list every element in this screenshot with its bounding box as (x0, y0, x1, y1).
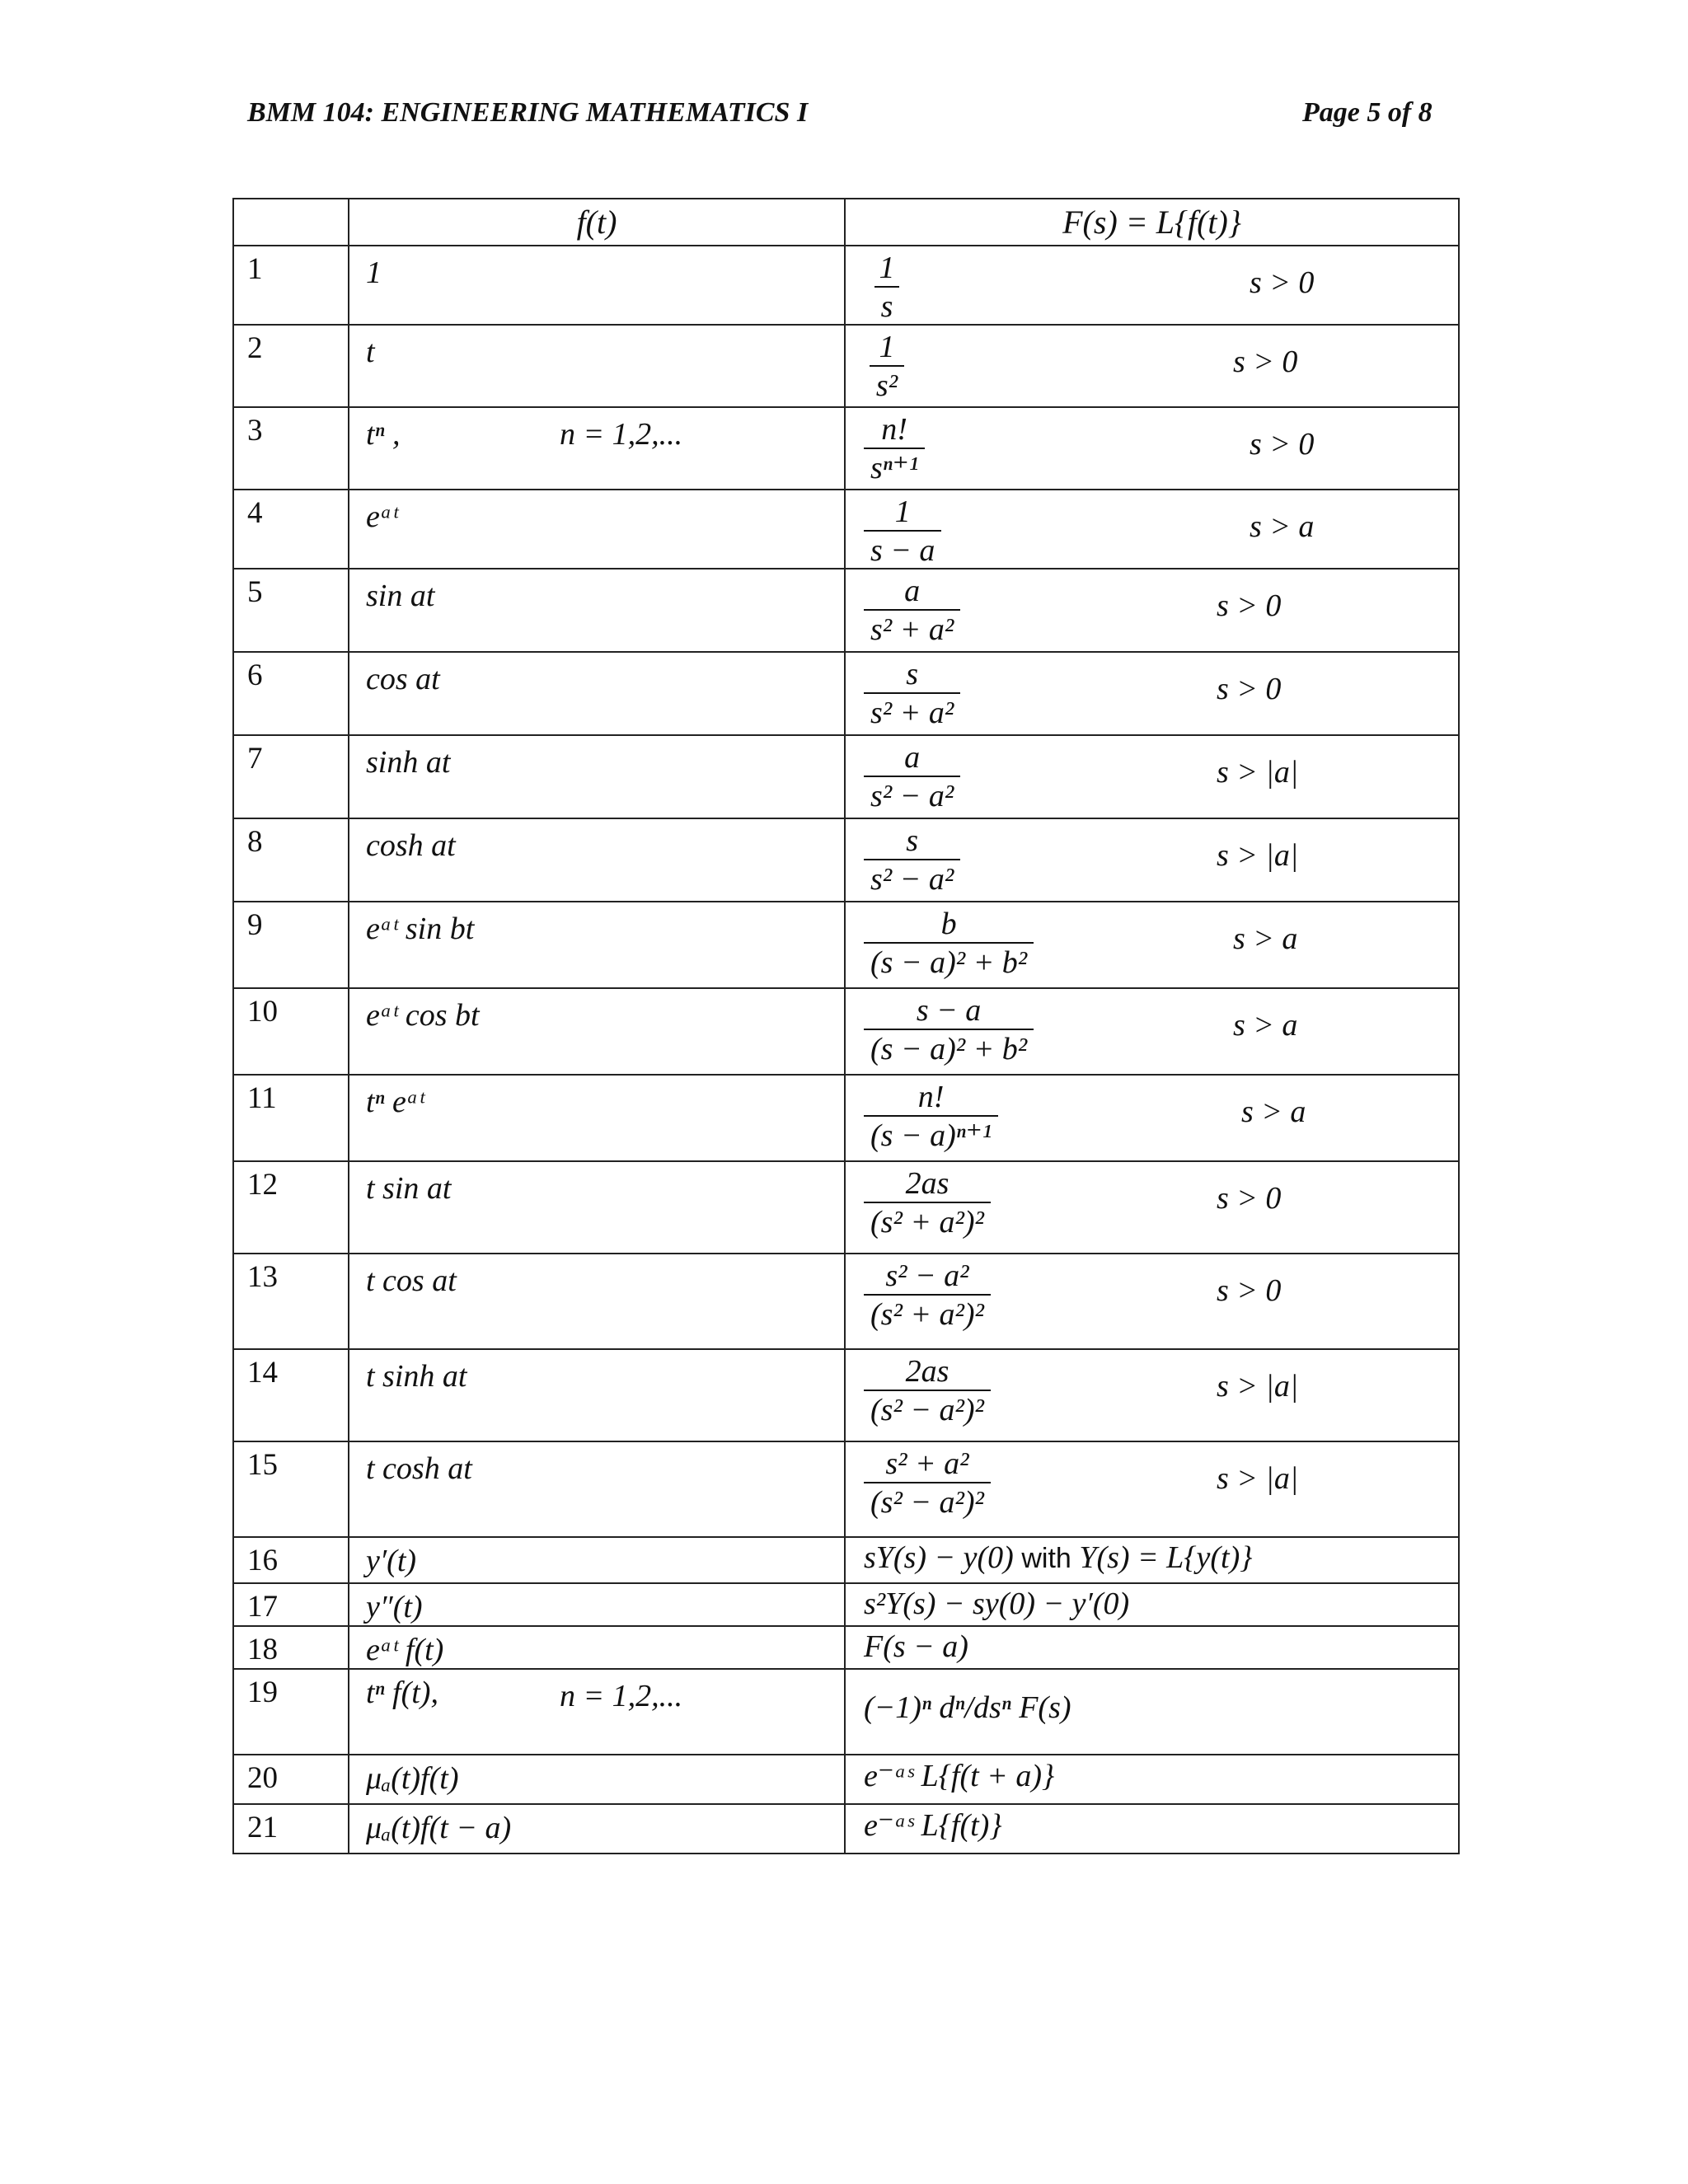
ft-expression: eᵃᵗ cos bt (366, 998, 480, 1033)
table-row (233, 1804, 1459, 1854)
table-row (233, 1626, 1459, 1669)
fs-denominator: s (874, 286, 900, 325)
fs-fraction (864, 494, 941, 569)
header-ft: f(t) (349, 199, 845, 246)
row-ft (349, 246, 845, 325)
ft-expression: t cos at (366, 1263, 457, 1298)
row-ft (349, 1669, 845, 1755)
table-row (233, 1349, 1459, 1441)
row-fs (845, 490, 1459, 569)
fs-denominator: sⁿ⁺¹ (864, 448, 925, 487)
fs-expression-line (864, 1757, 1054, 1794)
table-row (233, 1537, 1459, 1583)
fs-numerator: 2as (905, 1166, 950, 1201)
table-row (233, 325, 1459, 407)
row-fs (845, 902, 1459, 988)
fs-fraction (864, 411, 925, 487)
table-row (233, 1441, 1459, 1537)
row-ft (349, 652, 845, 735)
fs-numerator: s − a (916, 993, 982, 1028)
fs-range: s > a (1241, 1094, 1306, 1129)
fs-denominator: s² − a² (864, 859, 960, 898)
fs-expression: e⁻ᵃˢ L{f(t + a)} (864, 1759, 1055, 1793)
ft-expression: t cosh at (366, 1451, 472, 1486)
row-number: 13 (233, 1254, 349, 1349)
row-fs (845, 1583, 1459, 1626)
fs-denominator: s² (870, 365, 904, 405)
fs-range: s > 0 (1217, 1273, 1282, 1308)
row-ft (349, 1349, 845, 1441)
fs-expression-line (864, 1586, 1129, 1622)
row-number: 9 (233, 902, 349, 988)
ft-expression: μₐ(t)f(t) (366, 1761, 459, 1796)
row-number: 3 (233, 407, 349, 490)
row-ft (349, 490, 845, 569)
row-fs (845, 1626, 1459, 1669)
ft-expression: t sinh at (366, 1359, 467, 1394)
row-number: 21 (233, 1804, 349, 1854)
row-number: 19 (233, 1669, 349, 1755)
fs-numerator: n! (917, 1080, 945, 1114)
table-row (233, 1583, 1459, 1626)
fs-expression: (−1)ⁿ dⁿ/dsⁿ F(s) (864, 1690, 1071, 1725)
row-number: 8 (233, 818, 349, 902)
page-header-title: BMM 104: ENGINEERING MATHEMATICS I (247, 97, 809, 128)
row-number: 18 (233, 1626, 349, 1669)
table-row (233, 246, 1459, 325)
fs-expression-line (864, 1807, 1002, 1844)
row-ft (349, 735, 845, 818)
fs-expression: sY(s) − y(0) (864, 1540, 1014, 1575)
fs-expression: e⁻ᵃˢ L{f(t)} (864, 1808, 1002, 1843)
fs-range: s > |a| (1217, 838, 1299, 873)
row-ft (349, 1626, 845, 1669)
table-row (233, 569, 1459, 652)
fs-fraction (864, 992, 1034, 1068)
page-number: Page 5 of 8 (1302, 97, 1432, 128)
fs-range: s > 0 (1217, 672, 1282, 706)
fs-numerator: s (906, 823, 918, 858)
row-number: 15 (233, 1441, 349, 1537)
ft-expression: μₐ(t)f(t − a) (366, 1811, 512, 1845)
fs-denominator: s² + a² (864, 692, 960, 732)
row-number: 4 (233, 490, 349, 569)
fs-denominator: (s − a)² + b² (864, 1029, 1034, 1068)
fs-numerator: 2as (905, 1354, 950, 1389)
fs-expression-line (864, 1690, 1071, 1726)
row-number: 17 (233, 1583, 349, 1626)
fs-range: s > |a| (1217, 1461, 1299, 1496)
fs-numerator: a (904, 740, 921, 775)
row-number: 7 (233, 735, 349, 818)
fs-range: s > 0 (1250, 265, 1315, 300)
fs-fraction (864, 1353, 991, 1429)
ft-expression: cos at (366, 662, 440, 696)
fs-fraction (864, 1165, 991, 1241)
row-fs (845, 988, 1459, 1075)
row-fs (845, 818, 1459, 902)
row-ft (349, 902, 845, 988)
ft-expression: eᵃᵗ sin bt (366, 912, 475, 946)
table-row (233, 902, 1459, 988)
ft-condition: n = 1,2,... (560, 1679, 683, 1713)
ft-expression: eᵃᵗ (366, 499, 398, 534)
ft-expression: sin at (366, 579, 435, 613)
row-ft (349, 1804, 845, 1854)
row-number: 11 (233, 1075, 349, 1161)
fs-numerator: s (906, 657, 918, 691)
row-fs (845, 1755, 1459, 1804)
fs-fraction (864, 1258, 991, 1333)
fs-range: s > a (1233, 921, 1298, 956)
row-ft (349, 1161, 845, 1254)
row-fs (845, 325, 1459, 407)
fs-fraction (864, 823, 960, 898)
fs-range: s > 0 (1217, 1181, 1282, 1216)
row-ft (349, 818, 845, 902)
fs-fraction (864, 739, 960, 815)
fs-fraction (864, 1446, 991, 1521)
table-row (233, 652, 1459, 735)
ft-expression: sinh at (366, 745, 451, 780)
row-fs (845, 1075, 1459, 1161)
fs-denominator: (s² − a²)² (864, 1482, 991, 1521)
ft-expression: tⁿ f(t), (366, 1675, 438, 1710)
row-fs (845, 1441, 1459, 1537)
row-number: 14 (233, 1349, 349, 1441)
row-ft (349, 1254, 845, 1349)
fs-range: s > a (1233, 1008, 1298, 1043)
row-number: 5 (233, 569, 349, 652)
fs-denominator: (s² + a²)² (864, 1202, 991, 1241)
table-row (233, 735, 1459, 818)
table-row (233, 1075, 1459, 1161)
ft-expression: y′(t) (366, 1544, 417, 1578)
fs-denominator: s² + a² (864, 609, 960, 649)
table-row (233, 407, 1459, 490)
ft-expression: 1 (366, 255, 382, 290)
header-fs: F(s) = L{f(t)} (845, 199, 1459, 246)
row-number: 1 (233, 246, 349, 325)
fs-expression: s²Y(s) − sy(0) − y′(0) (864, 1586, 1130, 1621)
row-number: 6 (233, 652, 349, 735)
ft-expression: eᵃᵗ f(t) (366, 1633, 444, 1667)
row-fs (845, 407, 1459, 490)
fs-numerator: s² + a² (885, 1446, 969, 1481)
row-ft (349, 1075, 845, 1161)
fs-range: s > 0 (1233, 344, 1298, 379)
fs-range: s > 0 (1250, 427, 1315, 462)
laplace-transform-table (232, 198, 1460, 1854)
row-number: 20 (233, 1755, 349, 1804)
fs-fraction (864, 906, 1034, 982)
row-fs (845, 1804, 1459, 1854)
fs-fraction (864, 1079, 998, 1155)
fs-numerator: 1 (894, 494, 911, 529)
ft-condition: n = 1,2,... (560, 417, 683, 452)
row-ft (349, 1583, 845, 1626)
row-number: 12 (233, 1161, 349, 1254)
fs-expression: F(s − a) (864, 1629, 968, 1664)
ft-expression: cosh at (366, 828, 456, 863)
fs-denominator: (s − a)² + b² (864, 942, 1034, 982)
row-ft (349, 988, 845, 1075)
ft-expression: tⁿ , (366, 417, 401, 452)
row-ft (349, 1755, 845, 1804)
table-row (233, 988, 1459, 1075)
fs-denominator: (s² − a²)² (864, 1390, 991, 1429)
table-row (233, 1254, 1459, 1349)
row-number: 10 (233, 988, 349, 1075)
row-fs (845, 1254, 1459, 1349)
row-number: 2 (233, 325, 349, 407)
fs-range: s > |a| (1217, 755, 1299, 790)
table-row (233, 818, 1459, 902)
ft-expression: tⁿ eᵃᵗ (366, 1085, 424, 1119)
table-row (233, 1755, 1459, 1804)
fs-numerator: 1 (879, 251, 895, 285)
fs-range: s > |a| (1217, 1369, 1299, 1404)
row-fs (845, 569, 1459, 652)
row-fs (845, 1161, 1459, 1254)
fs-denominator: (s − a)ⁿ⁺¹ (864, 1115, 998, 1155)
row-ft (349, 1441, 845, 1537)
fs-numerator: a (904, 574, 921, 608)
row-number: 16 (233, 1537, 349, 1583)
fs-definition: Y(s) = L{y(t)} (1079, 1540, 1253, 1575)
fs-expression-line (864, 1629, 968, 1665)
table-row (233, 490, 1459, 569)
fs-numerator: 1 (879, 330, 895, 364)
ft-expression: t (366, 335, 375, 369)
row-ft (349, 325, 845, 407)
row-fs (845, 1669, 1459, 1755)
row-fs (845, 246, 1459, 325)
row-ft (349, 407, 845, 490)
fs-denominator: s² − a² (864, 776, 960, 815)
fs-expression-line (864, 1540, 1252, 1576)
fs-range: s > a (1250, 509, 1315, 544)
row-fs (845, 1349, 1459, 1441)
header-blank-cell (233, 199, 349, 246)
table-row (233, 1669, 1459, 1755)
row-fs (845, 652, 1459, 735)
fs-fraction (864, 656, 960, 732)
ft-expression: t sin at (366, 1171, 452, 1206)
fs-numerator: b (940, 907, 957, 941)
row-fs (845, 1537, 1459, 1583)
row-ft (349, 1537, 845, 1583)
row-ft (349, 569, 845, 652)
fs-fraction (864, 250, 910, 325)
fs-fraction (864, 573, 960, 649)
fs-denominator: (s² + a²)² (864, 1294, 991, 1333)
table-header-row (233, 199, 1459, 246)
fs-fraction (864, 329, 910, 405)
ft-expression: y″(t) (366, 1590, 423, 1624)
table-row (233, 1161, 1459, 1254)
row-fs (845, 735, 1459, 818)
fs-denominator: s − a (864, 530, 941, 569)
fs-numerator: s² − a² (885, 1258, 969, 1293)
fs-range: s > 0 (1217, 588, 1282, 623)
fs-with-word: with (1021, 1543, 1071, 1574)
fs-numerator: n! (881, 412, 907, 447)
